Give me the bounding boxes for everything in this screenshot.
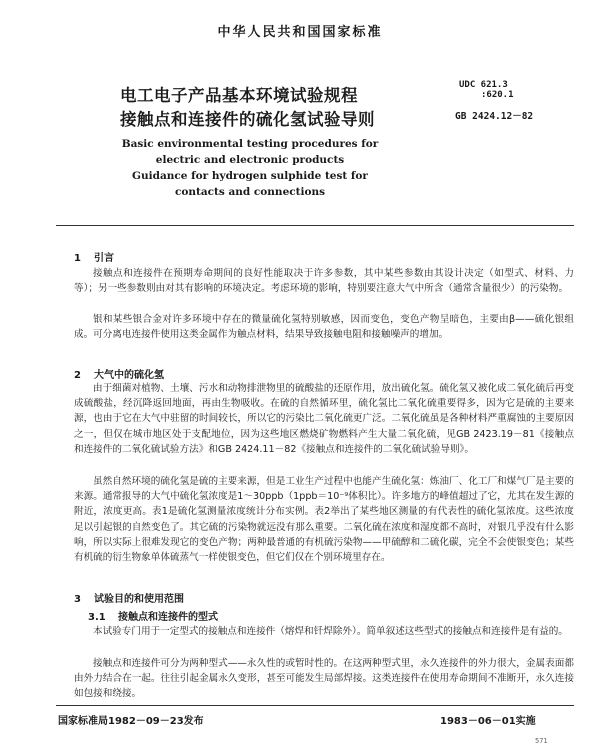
chinese-title-line: 接触点和连接件的硫化氢试验导则 xyxy=(120,110,375,129)
section-heading xyxy=(74,366,164,381)
subsection-heading xyxy=(88,608,218,623)
english-title xyxy=(120,136,380,200)
paragraph: 由于细菌对植物、土壤、污水和动物排泄物里的硫酸盐的还原作用，放出硫化氢。硫化氢又被化成二氧化硫后再变成硫酸盐，经沉降返回地面，再由生物吸收。在硫的自然循环里，硫化氢比二氧化硫重要得多，因为它是硫的主要来源，也由于它在大气中驻留的时间较长，所以它的污染比二氧化硫更广泛。二氧化硫虽是各种材料严重腐蚀的主要原因之一，但仅在城市地区处于支配地位，因为这些地区燃烧矿物燃料产生大量二氧化硫，见GB 2423.19－81《接触点和连接件的二氧化硫试验方法》和GB 2424.11－82《接触点和连接件的二氧化硫试验导则》。 xyxy=(74,383,574,455)
section-title: 试验目的和使用范围 xyxy=(94,594,184,605)
paragraph: 接触点和连接件可分为两种型式——永久性的或暂时性的。在这两种型式里，永久连接件的外力很大，金属表面都由外力结合在一起。往往引起金属永久变形，甚至可能发生局部焊接。这类连接件在使用寿命期间不准断开，永久连接如包接和绕接。 xyxy=(74,658,574,700)
english-title-line: electric and electronic products xyxy=(155,154,345,166)
section-heading xyxy=(74,249,114,264)
udc-line: :620.1 xyxy=(481,90,514,100)
section-number: 2 xyxy=(74,370,81,381)
english-title-line: Basic environmental testing procedures for xyxy=(121,138,379,150)
issue-date: 国家标准局1982－09－23发布 xyxy=(58,716,204,727)
page-number: 571 xyxy=(535,737,548,745)
paragraph: 接触点和连接件在预期寿命期间的良好性能取决于许多参数，其中某些参数由其设计决定（如型式、材料、力等）；另一些参数则由对其有影响的环境决定。考虑环境的影响，特别要注意大气中所含（通常含量很少）的污染物。 xyxy=(74,268,574,295)
subsection-number: 3.1 xyxy=(88,612,106,623)
section-number: 1 xyxy=(74,253,81,264)
subsection-title: 接触点和连接件的型式 xyxy=(118,612,218,623)
english-title-line: Guidance for hydrogen sulphide test for xyxy=(132,170,368,182)
section-title: 引言 xyxy=(94,253,114,264)
section-number: 3 xyxy=(74,594,81,605)
section-title: 大气中的硫化氢 xyxy=(94,370,164,381)
paragraph: 银和某些银合金对许多环境中存在的微量硫化氢特别敏感，因而变色，变色产物呈暗色，主要由β——硫化银组成。可分离电连接件使用这类金属作为触点材料，结果导致接触电阻和接触噪声的增加。 xyxy=(74,314,574,341)
gb-code: GB 2424.12－82 xyxy=(455,111,534,122)
standard-header: 中华人民共和国国家标准 xyxy=(217,25,383,40)
footer-divider xyxy=(56,705,574,706)
paragraph: 本试验专门用于一定型式的接触点和连接件（熔焊和钎焊除外）。简单叙述这些型式的接触点和连接件是有益的。 xyxy=(93,626,568,637)
section-heading xyxy=(74,590,184,605)
udc-code xyxy=(459,80,514,100)
english-title-line: contacts and connections xyxy=(174,186,326,198)
chinese-title xyxy=(120,84,375,132)
effective-date: 1983－06－01实施 xyxy=(440,716,536,727)
udc-line: UDC 621.3 xyxy=(459,80,508,90)
chinese-title-line: 电工电子产品基本环境试验规程 xyxy=(120,86,358,105)
title-divider xyxy=(56,225,574,226)
paragraph: 虽然自然环境的硫化氢是硫的主要来源，但是工业生产过程中也能产生硫化氢：炼油厂、化工厂和煤气厂是主要的来源。通常报导的大气中硫化氢浓度是1～30ppb（1ppb＝10⁻⁹体积比）。许多地方的峰值超过了它，尤其在发生源的附近，浓度更高。表1是硫化氢测量浓度统计分布实例。表2举出了某些地区测量的有代表性的硫化氢浓度。这些浓度足以引起银的自然变色了。其它硫的污染物就远没有那么重要。二氧化硫在浓度和湿度都不高时，对银几乎没有什么影响，所以实际上很难发现它的变色产物；两种最普通的有机硫污染物——甲硫醇和二硫化碳，完全不会使银变色；某些有机硫的衍生物象单体硫蒸气一样使银变色，但它们仅在个别环境里存在。 xyxy=(74,476,574,564)
